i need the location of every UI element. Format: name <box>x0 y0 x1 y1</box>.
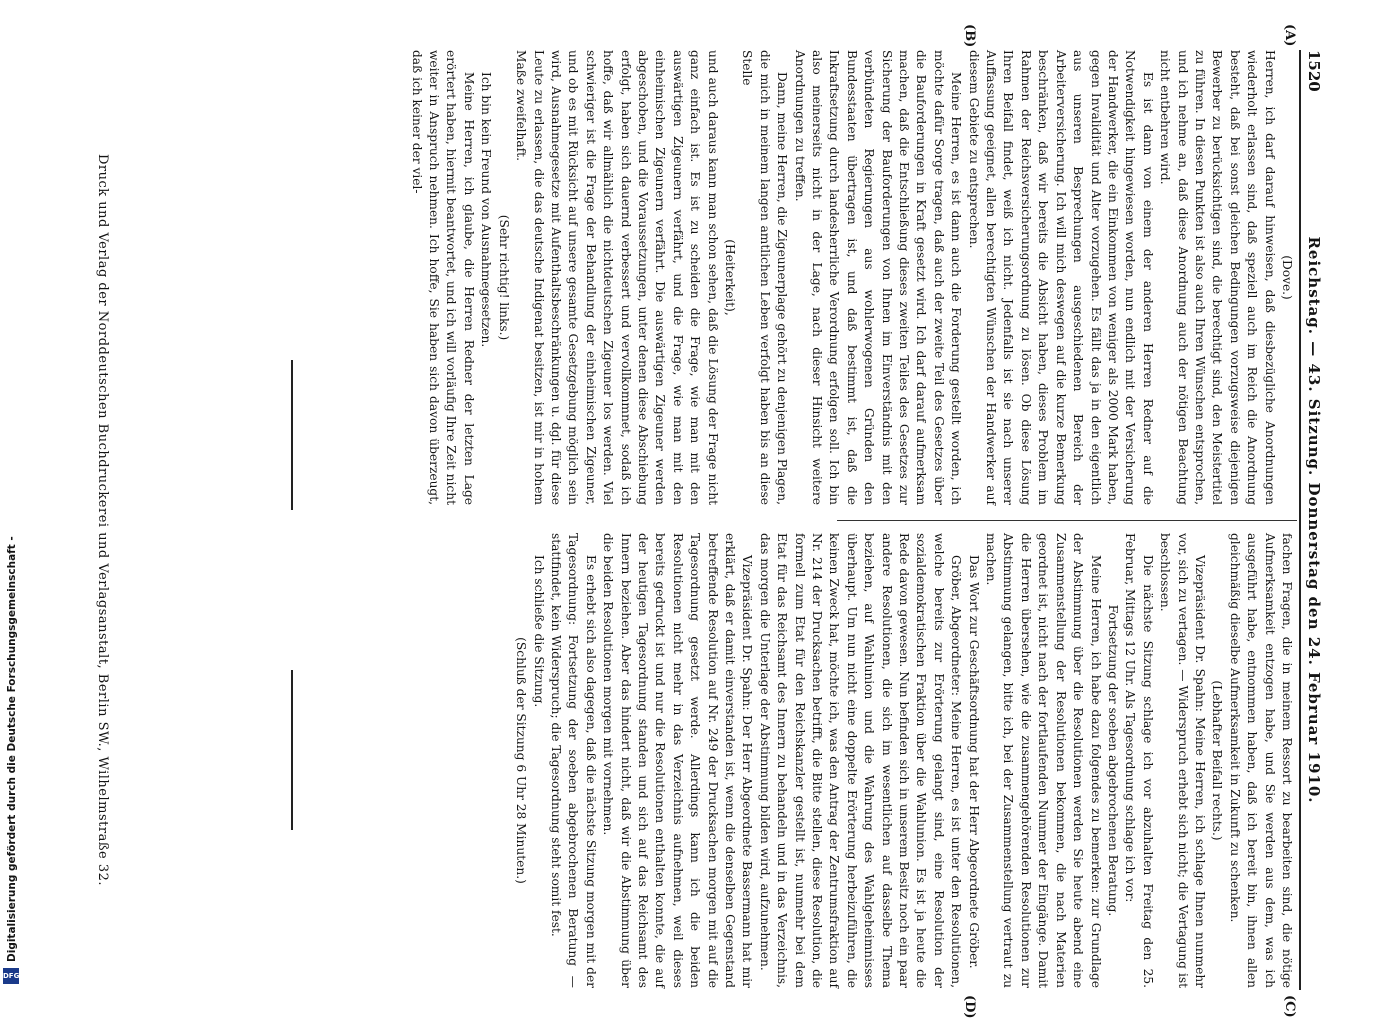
interjection: (Lebhafter Beifall rechts.) <box>1210 680 1225 841</box>
paragraph: Vizepräsident Dr. Spahn: Meine Herren, ich schlage Ihnen nunmehr vor, sich zu vertagen. — Widerspruch erhebt sich nicht; die Vertagung ist beschlossen. <box>1158 533 1207 988</box>
paragraph: Herren, ich darf darauf hinweisen, daß diesbezügliche Anordnungen wiederholt erlassen sind, daß speziell auch im Reich die Anordnung besteht, daß bei sonst gleichen Bedingungen vorzugsweise diejenigen Bewerber zu berücksichtigen sind, die berechtigt sind, den Meistertitel zu führen. In diesen Punkten ist also auch Ihren Wünschen entsprochen, und ich nehme an, daß diese Anordnung auch der nötigen Beachtung nicht entbehren wird. <box>1158 50 1277 505</box>
paragraph: Es ist dann von einem der anderen Herren Redner auf die Notwendigkeit hingewiesen worden, nun endlich mit der Versicherung der Handwerker, die ein Einkommen von weniger als 2000 Mark haben, gegen Invalidität und Alter vorzugehen. Es fällt das ja in den eigentlich aus unseren Besprechungen ausgeschiedenen Bereich der Arbeiterversicherung. Ich will mich deswegen auf die kurze Bemerkung beschränken, daß wir bereits die Absicht haben, dieses Problem im Rahmen der Reichsversicherungsordnung zu lösen. Ob diese Lösung Ihren Beifall findet, weiß ich nicht. Jedenfalls ist sie nach unserer Auffassung geeignet, allen berechtigten Wünschen der Handwerker auf diesem Gebiete zu entsprechen. <box>966 50 1155 505</box>
session-close-note: (Schluß der Sitzung 6 Uhr 28 Minuten.) <box>514 637 529 884</box>
margin-marker-a: (A) <box>1282 24 1297 47</box>
agenda-item: Fortsetzung der soeben abgebrochenen Beratung. <box>1105 604 1120 917</box>
paragraph: Meine Herren, es ist dann auch die Forderung gestellt worden, ich möchte dafür Sorge tragen, daß auch der zweite Teil des Gesetzes über die Bauforderungen in Kraft gesetzt wird. Ich darf darauf aufmerksam machen, daß die Entschließung dieses zweiten Teiles des Gesetzes zur Sicherung der Bauforderungen von Ihnen im Einverständnis mit den verbündeten Regierungen aus wohlerwogenen Gründen den Bundesstaaten übertragen ist, und daß bestimmt ist, daß die Inkraftsetzung durch landesherrliche Verordnung erfolgen soll. Ich bin also meinerseits nicht in der Lage, nach dieser Hinsicht weitere Anordnungen zu treffen. <box>792 50 964 505</box>
dfg-logo-icon: DFG <box>3 968 19 984</box>
margin-marker-d: (D) <box>962 995 977 1019</box>
paragraph: Es erhebt sich also dagegen, daß die nächste Sitzung morgen mit der Tagesordnung: Fortsetzung der soeben abgebrochenen Beratung — stattfindet, kein Widerspruch; die Tagesordnung steht somit fest. <box>548 533 598 988</box>
speaker-tag: (Dove.) <box>1280 255 1294 300</box>
paragraph: und auch daraus kann man schon sehen, daß die Lösung der Frage nicht ganz einfach ist. Es ist zu scheiden die Frage, wie man mit den auswärtigen Zigeunern verfährt, und die Frage, wie man mit den einheimischen Zigeunern verfährt. Die auswärtigen Zigeuner werden abgeschoben, und die Voraussetzungen, unter denen diese Abschiebung erfolgt, haben sich dauernd verbessert und vervollkommnet, sodaß ich hoffe, daß wir allmählich die nichtdeutschen Zigeuner los werden. Viel schwieriger ist die Frage der Behandlung der einheimischen Zigeuner, und ob es mit Rücksicht auf unsere gesamte Gesetzgebung möglich sein wird, Ausnahmegesetze mit Aufenthaltsbeschränkungen u. dgl. für diese Leute zu erlassen, die das deutsche Indigenat besitzen, ist mir in hohem Maße zweifelhaft. <box>514 50 720 505</box>
page-number: 1520 <box>1305 50 1323 92</box>
right-column <box>512 533 1295 988</box>
paragraph: Vizepräsident Dr. Spahn: Der Herr Abgeordnete Bassermann hat mir erklärt, daß er damit einverstanden ist, wenn die denselben Gegenstand betreffende Resolution auf Nr. 249 der Drucksachen morgen mit auf die Tagesordnung gesetzt werde. Allerdings kann ich die beiden Resolutionen nicht mehr in das Verzeichnis aufnehmen, weil dieses bereits gedruckt ist und nur die Resolutionen enthalten konnte, die auf der heutigen Tagesordnung standen und sich auf das Reichsamt des Innern beziehen. Aber das hindert nicht, daß wir die Abstimmung über die beiden Resolutionen morgen mit vornehmen. <box>601 533 755 988</box>
interjection: (Heiterkeit), <box>723 239 737 316</box>
header-rule <box>1299 50 1301 990</box>
margin-marker-b: (B) <box>962 24 977 48</box>
paragraph: Meine Herren, ich glaube, die Herren Redner der letzten Lage erörtert haben, hiermit beantwortet, und ich will vorläufig Ihre Zeit nicht weiter in Anspruch nehmen. Ich hoffe, Sie haben sich davon überzeugt, daß ich keiner der viel- <box>409 50 476 505</box>
digitization-note-text: Digitalisierung gefördert durch die Deutsche Forschungsgemeinschaft - <box>6 536 18 962</box>
section-rule <box>291 670 293 830</box>
page-header <box>1303 50 1325 990</box>
paragraph: Die nächste Sitzung schlage ich vor abzuhalten Freitag den 25. Februar, Mittags 12 Uhr. Als Tagesordnung schlage ich vor: <box>1123 533 1155 988</box>
paragraph: Ich bin kein Freund von Ausnahmegesetzen. <box>479 72 494 348</box>
paragraph: Meine Herren, ich habe dazu folgendes zu bemerken: zur Grundlage der Abstimmung über die Resolutionen werden Sie heute abend eine Zusammenstellung der Resolutionen bekommen, die nach Materien geordnet ist, nicht nach der fortlaufenden Nummer der Eingänge. Damit die Herren übersehen, wie die zusammengehörenden Resolutionen zur Abstimmung gelangen, bitte ich, bei der Zusammenstellung vertraut zu machen. <box>984 533 1103 988</box>
imprint-footer: Druck und Verlag der Norddeutschen Buchdruckerei und Verlagsanstalt, Berlin SW., Wilhelmstraße 32. <box>95 153 110 887</box>
column-divider <box>837 520 1297 521</box>
paragraph: Ich schließe die Sitzung. <box>531 555 546 708</box>
rotated-document-page <box>50 24 1325 1019</box>
section-rule <box>291 360 293 510</box>
left-column <box>407 50 1295 505</box>
digitization-note <box>0 0 24 1000</box>
interjection: (Sehr richtig! links.) <box>496 214 511 341</box>
paragraph: Dann, meine Herren, die Zigeunerplage gehört zu denjenigen Plagen, die mich in meinem langen amtlichen Leben verfolgt haben bis an diese Stelle <box>740 50 790 505</box>
paragraph: Das Wort zur Geschäftsordnung hat der Herr Abgeordnete Gröber. <box>966 555 981 969</box>
running-title: Reichstag. — 43. Sitzung. Donnerstag den 24. Februar 1910. <box>1305 236 1323 804</box>
paragraph: fachen Fragen, die in meinem Ressort zu bearbeiten sind, die nötige Aufmerksamkeit entzogen habe, und Sie werden aus dem, was ich ausgeführt habe, entnommen haben, daß ich bereit bin, ihnen allen gleichmäßig dieselbe Aufmerksamkeit in Zukunft zu schenken. <box>1227 533 1294 988</box>
margin-marker-c: (C) <box>1282 995 1297 1018</box>
paragraph: Gröber, Abgeordneter: Meine Herren, es ist unter den Resolutionen, welche bereits zur Erörterung gelangt sind, eine Resolution der sozialdemokratischen Fraktion über die Wahlunion. Es ist ja heute die Rede davon gewesen. Nun befinden sich in unserem Besitz noch ein paar andere Resolutionen, die sich im wesentlichen auf dasselbe Thema beziehen, auf Wahlunion und die Wahrung des Wahlgeheimnisses überhaupt. Um nun nicht eine doppelte Erörterung herbeizuführen, die keinen Zweck hat, möchte ich, was den Antrag der Zentrumsfraktion auf Nr. 214 der Drucksachen betrifft, die Bitte stellen, diese Resolution, die formell zum Etat für den Reichskanzler gestellt ist, nunmehr bei dem Etat für das Reichsamt des Innern zu behandeln und in das Verzeichnis, das morgen die Unterlage der Abstimmung bilden wird, aufzunehmen. <box>757 533 964 988</box>
